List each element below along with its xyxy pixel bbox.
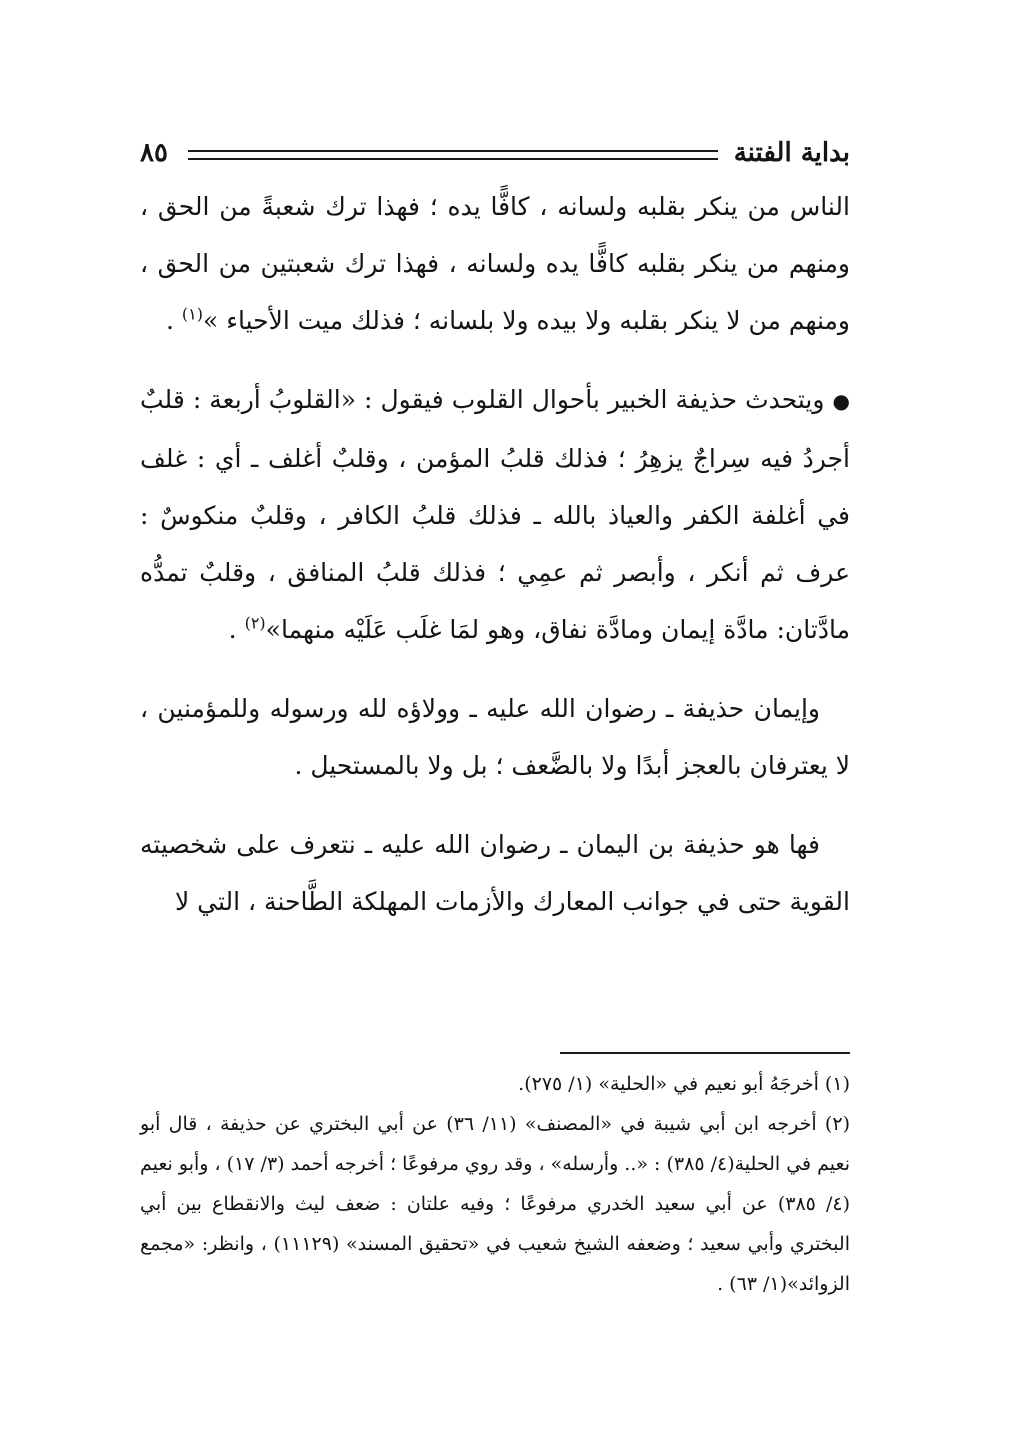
footnote-ref-2[interactable]: (٢) xyxy=(244,613,266,633)
footnote-2: (٢) أخرجه ابن أبي شيبة في «المصنف» (١١/ ٣٦) عن أبي البختري عن حذيفة ، قال أبو نعيم في الحلية(٤/ ٣٨٥) : «.. وأرسله» ، وقد روي مرفوعًا ؛ أخرجه أحمد (٣/ ١٧) ، وأبو نعيم (٤/ ٣٨٥) عن أبي سعيد الخدري مرفوعًا ؛ وفيه علتان : ضعف ليث والانقطاع بين أبي البختري وأبي سعيد ؛ وضعفه الشيخ شعيب في «تحقيق المسند» (١١١٢٩) ، وانظر: «مجمع الزوائد»(١/ ٦٣) . xyxy=(140,1113,850,1295)
paragraph-2 xyxy=(140,371,850,658)
main-text xyxy=(140,178,850,930)
paragraph-2-end: . xyxy=(228,615,245,644)
paragraph-4: فها هو حذيفة بن اليمان ـ رضوان الله عليه ـ نتعرف على شخصيته القوية حتى في جوانب المعارك والأزمات المهلكة الطَّاحنة ، التي لا xyxy=(140,830,850,916)
footnote-ref-1[interactable]: (١) xyxy=(181,304,203,324)
footnote-separator xyxy=(560,1052,850,1054)
paragraph-3: وإيمان حذيفة ـ رضوان الله عليه ـ وولاؤه لله ورسوله وللمؤمنين ، لا يعترفان بالعجز أبدًا ولا بالضَّعف ؛ بل ولا بالمستحيل . xyxy=(140,694,850,780)
paragraph-1 xyxy=(140,178,850,349)
running-title: بداية الفتنة xyxy=(733,138,850,168)
bullet-icon: ● xyxy=(832,389,850,413)
paragraph-1-text: الناس من ينكر بقلبه ولسانه ، كافًّا يده ؛ فهذا ترك شعبةً من الحق ، ومنهم من ينكر بقلبه كافًّا يده ولسانه ، فهذا ترك شعبتين من الحق ، ومنهم من لا ينكر بقلبه ولا بيده ولا بلسانه ؛ فذلك ميت الأحياء » xyxy=(140,192,850,335)
page-number: ٨٥ xyxy=(140,138,168,168)
running-header xyxy=(140,132,850,176)
footnote-1: (١) أخرجَهُ أبو نعيم في «الحلية» (١/ ٢٧٥). xyxy=(518,1073,850,1095)
paragraph-1-end: . xyxy=(165,306,182,335)
paragraph-2-text: ويتحدث حذيفة الخبير بأحوال القلوب فيقول : «القلوبُ أربعة : قلبٌ أجردُ فيه سِراجٌ يزهِرُ ؛ فذلك قلبُ المؤمن ، وقلبٌ أغلف ـ أي : غلف في أغلفة الكفر والعياذ بالله ـ فذلك قلبُ الكافر ، وقلبٌ منكوسٌ : عرف ثم أنكر ، وأبصر ثم عمِي ؛ فذلك قلبُ المنافق ، وقلبٌ تمدُّه مادَّتان: مادَّة إيمان ومادَّة نفاق، وهو لمَا غلَب عَلَيْه منهما» xyxy=(140,385,850,644)
header-double-rule xyxy=(188,150,718,160)
footnotes xyxy=(140,1064,850,1304)
